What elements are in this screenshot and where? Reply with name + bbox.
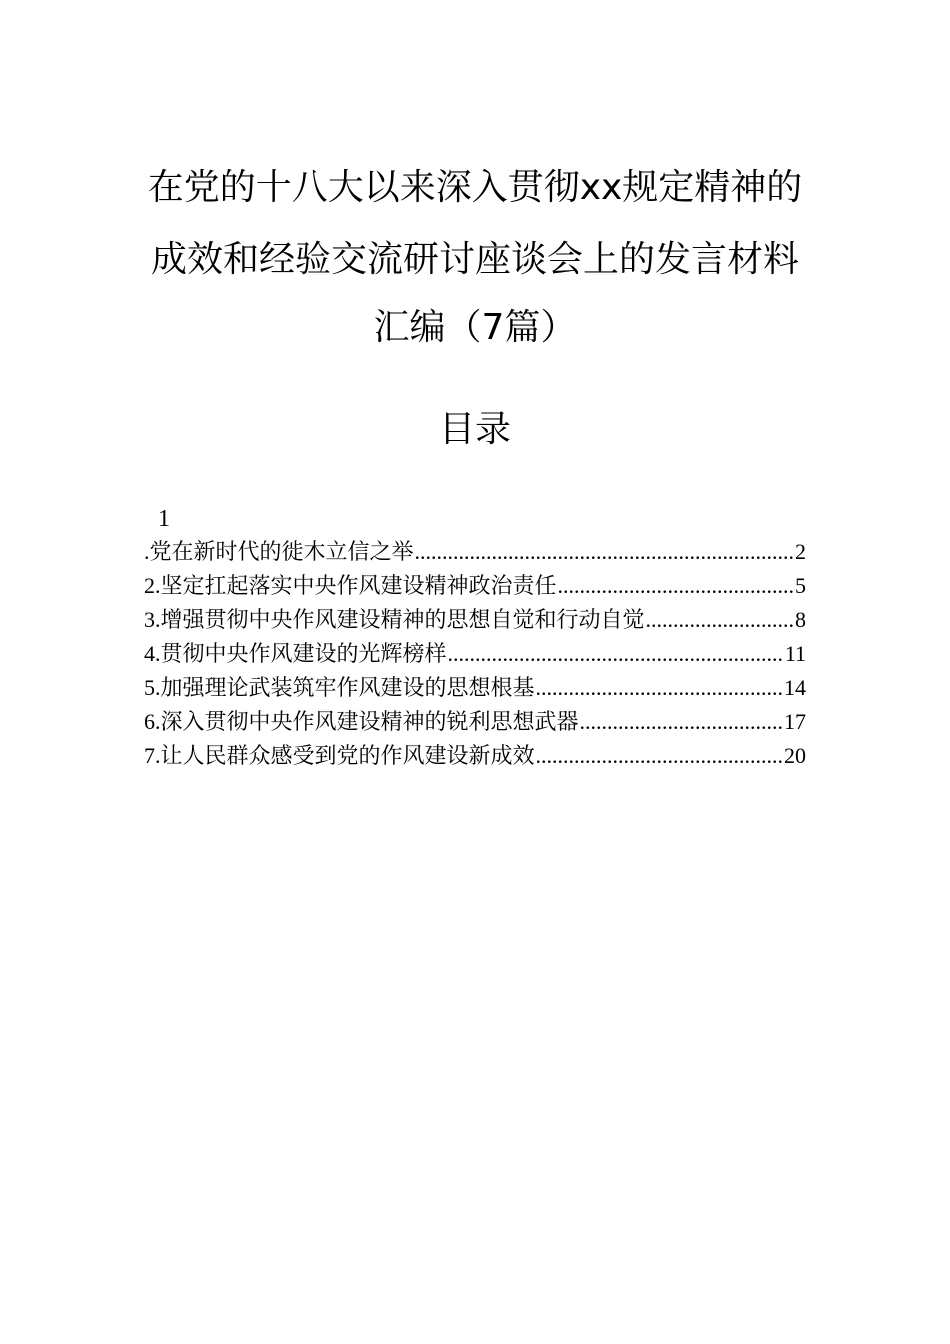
toc-entry[interactable]	[144, 739, 806, 773]
toc-entry-title: 深入贯彻中央作风建设精神的锐利思想武器	[160, 710, 579, 735]
toc-entry[interactable]	[144, 535, 806, 569]
toc-entry[interactable]	[144, 671, 806, 705]
toc-entry-page: 2	[795, 539, 806, 564]
toc-entry-number: 3.	[144, 607, 161, 632]
toc-dot-leader	[646, 603, 794, 637]
toc-entry-title: 加强理论武装筑牢作风建设的思想根基	[160, 676, 535, 701]
toc-entry-number: .	[144, 539, 150, 564]
toc-entry[interactable]	[144, 603, 806, 637]
toc-dot-leader	[415, 535, 794, 569]
document-title-line-3: 汇编（7篇）	[373, 307, 577, 348]
toc-entry-number: 2.	[144, 573, 161, 598]
toc-heading: 目录	[438, 409, 511, 450]
toc-entry-title: 让人民群众感受到党的作风建设新成效	[160, 744, 535, 769]
toc-entry-title: 党在新时代的徙木立信之举	[149, 540, 414, 565]
toc-entry-title: 坚定扛起落实中央作风建设精神政治责任	[160, 574, 557, 599]
document-title-line-2: 成效和经验交流研讨座谈会上的发言材料	[150, 239, 799, 280]
document-title-line-1: 在党的十八大以来深入贯彻xx规定精神的	[147, 167, 803, 208]
toc-entry[interactable]	[144, 705, 806, 739]
toc-entry-number: 4.	[144, 641, 161, 666]
toc-entry-page: 11	[784, 641, 806, 666]
toc-dot-leader	[448, 637, 784, 671]
toc-entry-page: 5	[795, 573, 806, 598]
table-of-contents	[144, 535, 806, 773]
toc-entry-number: 6.	[144, 709, 161, 734]
toc-entry-title: 增强贯彻中央作风建设精神的思想自觉和行动自觉	[160, 608, 645, 633]
toc-entry-page: 14	[784, 675, 806, 700]
toc-entry-page: 8	[795, 607, 806, 632]
toc-dot-leader	[558, 569, 794, 603]
toc-entry[interactable]	[144, 569, 806, 603]
toc-dot-leader	[536, 671, 783, 705]
toc-entry-number: 7.	[144, 743, 161, 768]
toc-entry-page: 17	[784, 709, 806, 734]
toc-dot-leader	[580, 705, 783, 739]
toc-entry-page: 20	[784, 743, 806, 768]
toc-entry-title: 贯彻中央作风建设的光辉榜样	[160, 642, 447, 667]
toc-lead-number: 1	[158, 506, 170, 532]
toc-entry[interactable]	[144, 637, 806, 671]
toc-entry-number: 5.	[144, 675, 161, 700]
toc-dot-leader	[536, 739, 783, 773]
